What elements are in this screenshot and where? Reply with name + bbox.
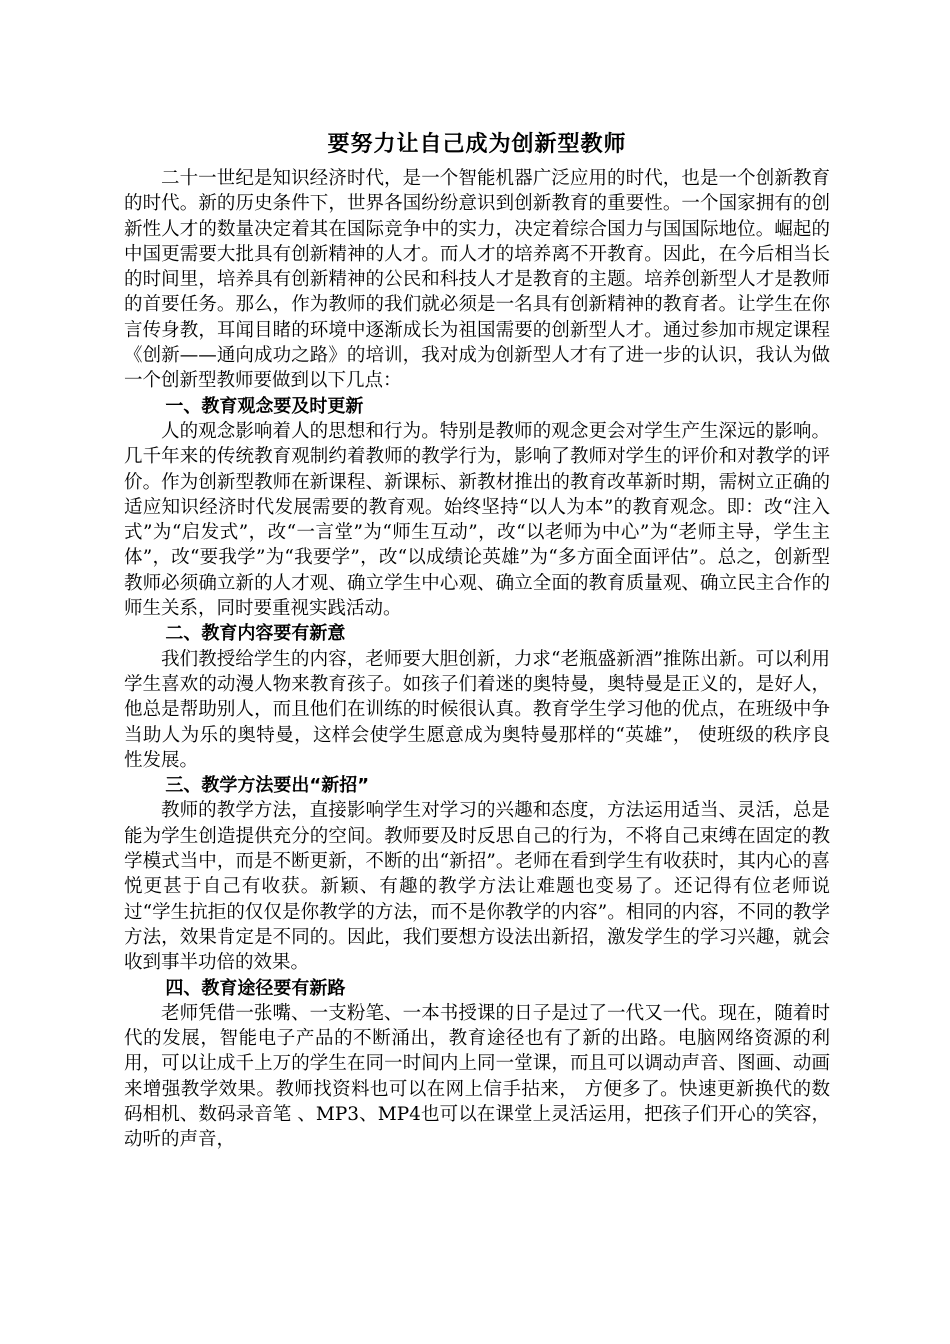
section-heading-2: 二、教育内容要有新意 bbox=[165, 623, 346, 645]
section-body-1: 人的观念影响着人的思想和行为。特别是教师的观念更会对学生产生深远的影响。几千年来的传统教育观制约着教师的教学行为，影响了教师对学生的评价和对教学的评价。作为创新型教师在新课程、新课标、新教材推出的教育改革新时期，需树立正确的适应知识经济时代发展需要的教育观。始终坚持“以人为本”的教育观念。即：改“注入式”为“启发式”，改“一言堂”为“师生互动”，改“以老师为中心”为“老师主导，学生主体”，改“要我学”为“我要学”，改“以成绩论英雄”为“多方面全面评估”。总之，创新型教师必须确立新的人才观、确立学生中心观、确立全面的教育质量观、确立民主合作的师生关系，同时要重视实践活动。 bbox=[124, 420, 830, 620]
document-page bbox=[124, 128, 830, 1153]
section-body-4: 老师凭借一张嘴、一支粉笔、一本书授课的日子是过了一代又一代。现在，随着时代的发展，智能电子产品的不断涌出，教育途径也有了新的出路。电脑网络资源的利用，可以让成千上万的学生在同一时间内上同一堂课，而且可以调动声音、图画、动画来增强教学效果。教师找资料也可以在网上信手拈来， 方便多了。快速更新换代的数码相机、数码录音笔 、MP3、MP4也可以在课堂上灵活运用，把孩子们开心的笑容，动听的声音， bbox=[124, 1002, 830, 1151]
document-title: 要努力让自己成为创新型教师 bbox=[327, 132, 627, 157]
section-heading-3: 三、教学方法要出“新招” bbox=[165, 775, 370, 797]
section-heading-4: 四、教育途径要有新路 bbox=[165, 977, 346, 999]
section-heading-1: 一、教育观念要及时更新 bbox=[165, 395, 364, 417]
section-body-2: 我们教授给学生的内容，老师要大胆创新，力求“老瓶盛新酒”推陈出新。可以利用学生喜欢的动漫人物来教育孩子。如孩子们着迷的奥特曼，奥特曼是正义的，是好人，他总是帮助别人，而且他们在训练的时候很认真。教育学生学习他的优点，在班级中争当助人为乐的奥特曼，这样会使学生愿意成为奥特曼那样的“英雄”， 使班级的秩序良性发展。 bbox=[124, 648, 830, 771]
intro-paragraph: 二十一世纪是知识经济时代，是一个智能机器广泛应用的时代，也是一个创新教育的时代。新的历史条件下，世界各国纷纷意识到创新教育的重要性。一个国家拥有的创新性人才的数量决定着其在国际竞争中的实力，决定着综合国力与国国际地位。崛起的中国更需要大批具有创新精神的人才。而人才的培养离不开教育。因此，在今后相当长的时间里，培养具有创新精神的公民和科技人才是教育的主题。培养创新型人才是教师的首要任务。那么，作为教师的我们就必须是一名具有创新精神的教育者。让学生在你言传身教，耳闻目睹的环境中逐渐成长为祖国需要的创新型人才。通过参加市规定课程《创新——通向成功之路》的培训，我对成为创新型人才有了进一步的认识，我认为做一个创新型教师要做到以下几点： bbox=[124, 168, 830, 392]
section-body-3: 教师的教学方法，直接影响学生对学习的兴趣和态度，方法运用适当、灵活，总是能为学生创造提供充分的空间。教师要及时反思自己的行为，不将自己束缚在固定的教学模式当中，而是不断更新，不断的出“新招”。老师在看到学生有收获时，其内心的喜悦更甚于自己有收获。新颖、有趣的教学方法让难题也变易了。还记得有位老师说过“学生抗拒的仅仅是你教学的方法，而不是你教学的内容”。相同的内容，不同的教学方法，效果肯定是不同的。因此，我们要想方设法出新招，激发学生的学习兴趣，就会收到事半功倍的效果。 bbox=[124, 800, 830, 974]
